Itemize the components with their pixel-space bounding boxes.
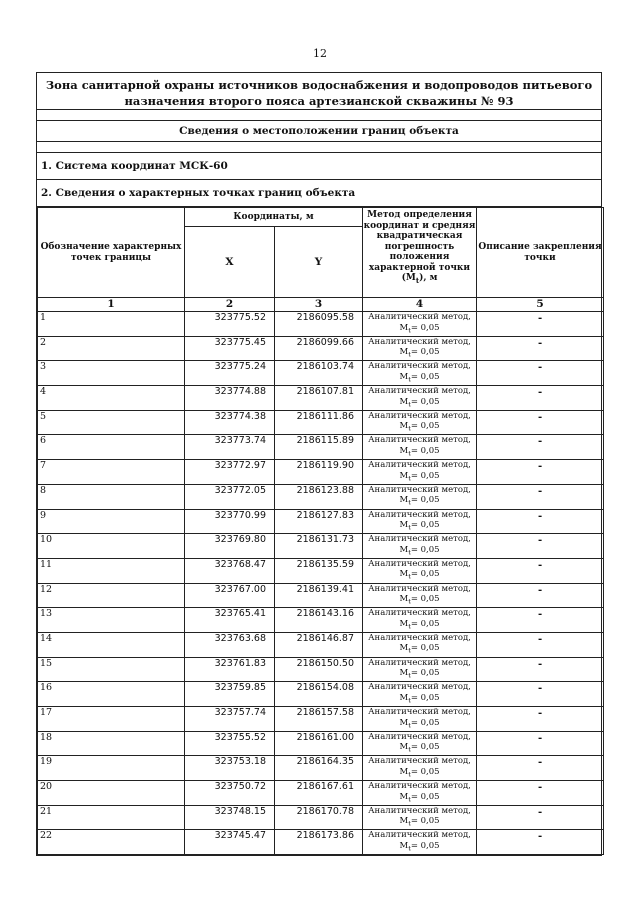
method-cell <box>363 682 477 707</box>
method-accuracy: $M_t= 0,05$ <box>399 594 440 606</box>
method-accuracy: $M_t= 0,05$ <box>399 322 440 335</box>
method-cell <box>363 805 477 830</box>
coord-y: 2186099.66 <box>275 336 363 361</box>
method-name: Аналитический метод, <box>368 756 471 767</box>
method-cell <box>363 781 477 806</box>
method-name: Аналитический метод, <box>368 312 471 322</box>
point-description: - <box>477 410 604 435</box>
method-accuracy: $M_t= 0,05$ <box>399 618 440 631</box>
coord-y: 2186107.81 <box>275 386 363 411</box>
coord-x: 323753.18 <box>185 756 275 781</box>
method-name: Аналитический метод, <box>368 781 471 792</box>
document-frame <box>36 72 602 856</box>
method-name: Аналитический метод, <box>368 608 471 619</box>
coord-x: 323772.05 <box>185 484 275 509</box>
table-row <box>38 336 604 361</box>
coord-y: 2186111.86 <box>275 410 363 435</box>
method-name: Аналитический метод, <box>368 731 471 742</box>
method-accuracy: $M_t= 0,05$ <box>399 766 440 779</box>
point-description: - <box>477 756 604 781</box>
coord-x: 323748.15 <box>185 805 275 830</box>
coord-x: 323775.24 <box>185 361 275 386</box>
point-description: - <box>477 632 604 657</box>
method-cell <box>363 460 477 485</box>
table-row <box>38 731 604 756</box>
point-id: 13 <box>38 608 185 633</box>
method-accuracy: $M_t= 0,05$ <box>399 421 440 433</box>
column-number: 3 <box>275 298 363 312</box>
method-accuracy: $M_t= 0,05$ <box>399 643 440 656</box>
table-row <box>38 830 604 855</box>
method-name: Аналитический метод, <box>368 361 471 372</box>
method-accuracy: $M_t= 0,05$ <box>399 816 440 828</box>
method-cell <box>363 410 477 435</box>
points-heading: 2. Сведения о характерных точках границ объекта <box>37 180 601 207</box>
coord-x: 323774.88 <box>185 386 275 411</box>
table-row <box>38 781 604 806</box>
point-id: 7 <box>38 460 185 485</box>
method-cell <box>363 435 477 460</box>
point-id: 4 <box>38 386 185 411</box>
point-id: 8 <box>38 484 185 509</box>
method-cell <box>363 731 477 756</box>
point-id: 5 <box>38 410 185 435</box>
document-title: Зона санитарной охраны источников водоснабжения и водопроводов питьевого назначения второго пояса артезианской скважины № 93 <box>37 73 601 110</box>
method-cell <box>363 386 477 411</box>
method-cell <box>363 608 477 633</box>
coord-y: 2186150.50 <box>275 657 363 682</box>
table-row <box>38 435 604 460</box>
table-row <box>38 707 604 732</box>
point-id: 16 <box>38 682 185 707</box>
coord-x: 323772.97 <box>185 460 275 485</box>
coord-x: 323750.72 <box>185 781 275 806</box>
method-accuracy: $M_t= 0,05$ <box>399 742 440 754</box>
header-description: Описание закрепления точки <box>477 208 604 298</box>
method-name: Аналитический метод, <box>368 830 471 841</box>
table-row <box>38 410 604 435</box>
points-table <box>37 207 604 855</box>
point-description: - <box>477 657 604 682</box>
point-id: 18 <box>38 731 185 756</box>
coord-y: 2186161.00 <box>275 731 363 756</box>
method-name: Аналитический метод, <box>368 707 471 717</box>
point-description: - <box>477 608 604 633</box>
method-name: Аналитический метод, <box>368 484 471 495</box>
coord-x: 323774.38 <box>185 410 275 435</box>
method-accuracy: $M_t= 0,05$ <box>399 396 440 409</box>
method-name: Аналитический метод, <box>368 682 471 693</box>
table-row <box>38 484 604 509</box>
method-accuracy: $M_t= 0,05$ <box>399 791 440 804</box>
coord-x: 323757.74 <box>185 707 275 732</box>
header-method-text: Метод определения координат и средняя квадратическая погрешность положения характерной точки (M <box>363 210 476 283</box>
point-description: - <box>477 509 604 534</box>
method-accuracy: $M_t= 0,05$ <box>399 347 440 359</box>
coord-x: 323775.52 <box>185 312 275 337</box>
table-row <box>38 312 604 337</box>
header-method-sub: t <box>415 275 420 285</box>
table-row <box>38 805 604 830</box>
table-row <box>38 509 604 534</box>
coord-y: 2186123.88 <box>275 484 363 509</box>
method-cell <box>363 312 477 337</box>
point-id: 9 <box>38 509 185 534</box>
point-description: - <box>477 707 604 732</box>
coord-y: 2186143.16 <box>275 608 363 633</box>
method-accuracy: $M_t= 0,05$ <box>399 840 440 853</box>
method-accuracy: $M_t= 0,05$ <box>399 668 440 680</box>
method-accuracy: $M_t= 0,05$ <box>399 470 440 483</box>
table-body <box>38 312 604 855</box>
table-row <box>38 632 604 657</box>
point-id: 3 <box>38 361 185 386</box>
coord-y: 2186115.89 <box>275 435 363 460</box>
point-description: - <box>477 534 604 559</box>
point-description: - <box>477 361 604 386</box>
method-name: Аналитический метод, <box>368 435 471 446</box>
point-id: 21 <box>38 805 185 830</box>
point-description: - <box>477 731 604 756</box>
coord-x: 323765.41 <box>185 608 275 633</box>
method-accuracy: $M_t= 0,05$ <box>399 520 440 532</box>
point-description: - <box>477 460 604 485</box>
point-id: 6 <box>38 435 185 460</box>
section-heading: Сведения о местоположении границ объекта <box>37 121 601 142</box>
coord-x: 323768.47 <box>185 558 275 583</box>
table-row <box>38 756 604 781</box>
method-name: Аналитический метод, <box>368 583 471 594</box>
method-cell <box>363 534 477 559</box>
coord-y: 2186157.58 <box>275 707 363 732</box>
coord-y: 2186139.41 <box>275 583 363 608</box>
coord-x: 323755.52 <box>185 731 275 756</box>
point-description: - <box>477 781 604 806</box>
point-id: 20 <box>38 781 185 806</box>
coord-system: 1. Система координат МСК-60 <box>37 153 601 180</box>
coord-y: 2186127.83 <box>275 509 363 534</box>
point-id: 14 <box>38 632 185 657</box>
table-row <box>38 534 604 559</box>
point-description: - <box>477 583 604 608</box>
method-accuracy: $M_t= 0,05$ <box>399 569 440 582</box>
coord-y: 2186095.58 <box>275 312 363 337</box>
method-cell <box>363 632 477 657</box>
coord-x: 323769.80 <box>185 534 275 559</box>
coord-x: 323767.00 <box>185 583 275 608</box>
coord-y: 2186131.73 <box>275 534 363 559</box>
method-cell <box>363 707 477 732</box>
method-cell <box>363 830 477 855</box>
column-number: 4 <box>363 298 477 312</box>
method-cell <box>363 583 477 608</box>
header-coordinates: Координаты, м <box>185 208 363 227</box>
coord-y: 2186135.59 <box>275 558 363 583</box>
method-name: Аналитический метод, <box>368 657 471 668</box>
coord-x: 323770.99 <box>185 509 275 534</box>
method-cell <box>363 657 477 682</box>
point-id: 11 <box>38 558 185 583</box>
coord-y: 2186119.90 <box>275 460 363 485</box>
point-id: 1 <box>38 312 185 337</box>
document-body <box>36 72 602 856</box>
header-method <box>363 208 477 298</box>
point-id: 22 <box>38 830 185 855</box>
coord-x: 323773.74 <box>185 435 275 460</box>
method-name: Аналитический метод, <box>368 460 471 471</box>
method-accuracy: $M_t= 0,05$ <box>399 692 440 705</box>
method-accuracy: $M_t= 0,05$ <box>399 371 440 384</box>
method-cell <box>363 558 477 583</box>
point-description: - <box>477 435 604 460</box>
point-description: - <box>477 336 604 361</box>
point-description: - <box>477 682 604 707</box>
table-row <box>38 608 604 633</box>
column-number: 1 <box>38 298 185 312</box>
header-method-suffix: ), м <box>419 273 438 283</box>
method-name: Аналитический метод, <box>368 558 471 569</box>
method-accuracy: $M_t= 0,05$ <box>399 495 440 507</box>
method-accuracy: $M_t= 0,05$ <box>399 544 440 557</box>
method-accuracy: $M_t= 0,05$ <box>399 717 440 730</box>
point-description: - <box>477 312 604 337</box>
point-id: 2 <box>38 336 185 361</box>
header-y: Y <box>275 227 363 298</box>
header-designation: Обозначение характерных точек границы <box>38 208 185 298</box>
coord-y: 2186167.61 <box>275 781 363 806</box>
coord-x: 323759.85 <box>185 682 275 707</box>
table-row <box>38 460 604 485</box>
column-numbers-row <box>38 298 604 312</box>
method-cell <box>363 361 477 386</box>
column-number: 5 <box>477 298 604 312</box>
coord-y: 2186164.35 <box>275 756 363 781</box>
method-cell <box>363 509 477 534</box>
table-row <box>38 657 604 682</box>
method-cell <box>363 484 477 509</box>
method-name: Аналитический метод, <box>368 534 471 545</box>
method-accuracy: $M_t= 0,05$ <box>399 445 440 458</box>
method-name: Аналитический метод, <box>368 509 471 520</box>
column-number: 2 <box>185 298 275 312</box>
coord-y: 2186146.87 <box>275 632 363 657</box>
table-row <box>38 583 604 608</box>
coord-y: 2186154.08 <box>275 682 363 707</box>
coord-y: 2186170.78 <box>275 805 363 830</box>
method-name: Аналитический метод, <box>368 386 471 397</box>
header-x: X <box>185 227 275 298</box>
point-id: 17 <box>38 707 185 732</box>
point-description: - <box>477 386 604 411</box>
method-name: Аналитический метод, <box>368 410 471 421</box>
coord-x: 323761.83 <box>185 657 275 682</box>
point-id: 19 <box>38 756 185 781</box>
spacer <box>37 142 601 153</box>
coord-y: 2186103.74 <box>275 361 363 386</box>
method-name: Аналитический метод, <box>368 336 471 347</box>
table-row <box>38 386 604 411</box>
point-id: 10 <box>38 534 185 559</box>
table-row <box>38 361 604 386</box>
point-id: 12 <box>38 583 185 608</box>
coord-x: 323745.47 <box>185 830 275 855</box>
point-description: - <box>477 830 604 855</box>
point-id: 15 <box>38 657 185 682</box>
point-description: - <box>477 805 604 830</box>
coord-y: 2186173.86 <box>275 830 363 855</box>
table-row <box>38 682 604 707</box>
table-row <box>38 558 604 583</box>
coord-x: 323763.68 <box>185 632 275 657</box>
point-description: - <box>477 484 604 509</box>
point-description: - <box>477 558 604 583</box>
method-name: Аналитический метод, <box>368 805 471 816</box>
method-cell <box>363 756 477 781</box>
method-cell <box>363 336 477 361</box>
spacer <box>37 110 601 121</box>
method-name: Аналитический метод, <box>368 632 471 643</box>
coord-x: 323775.45 <box>185 336 275 361</box>
page-number: 12 <box>313 47 327 60</box>
